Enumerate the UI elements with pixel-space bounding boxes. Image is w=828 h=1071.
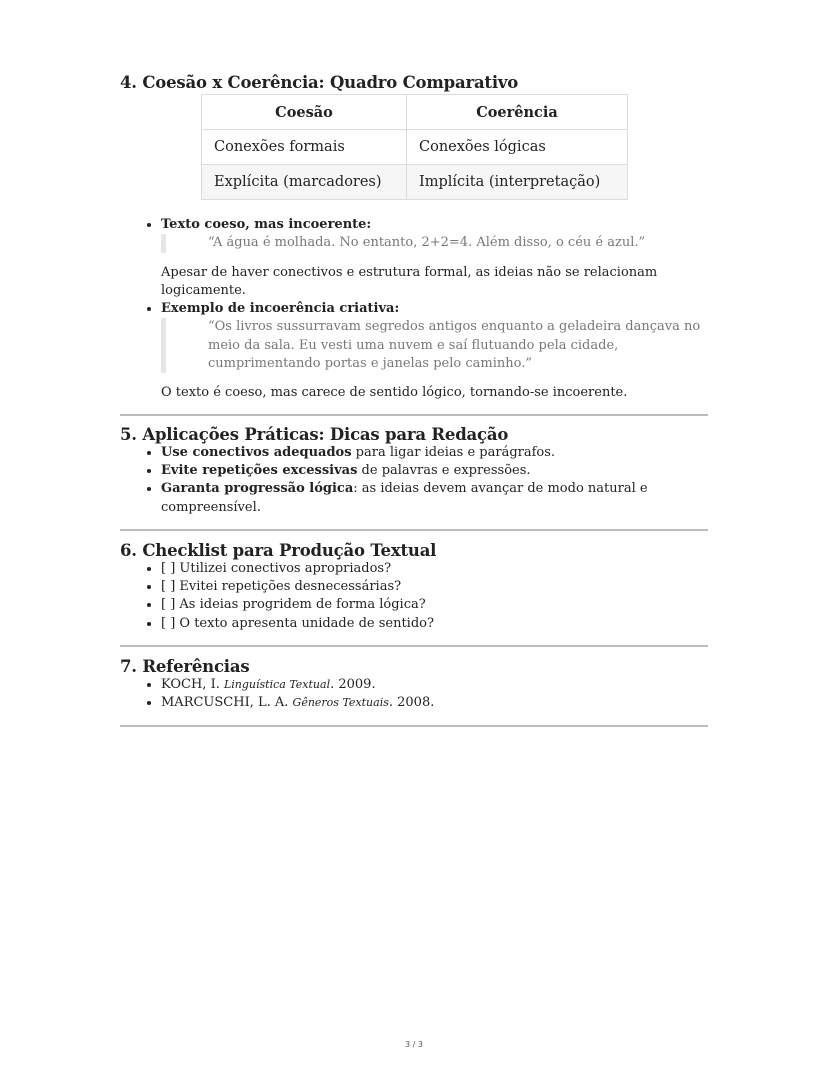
example-label: Exemplo de incoerência criativa: — [161, 301, 400, 317]
divider — [120, 725, 708, 727]
table-row — [202, 130, 628, 165]
tip-bold: Evite repetições excessivas — [161, 462, 358, 478]
table-cell: Conexões formais — [202, 130, 407, 165]
section-4 — [120, 73, 708, 416]
section-7-title: 7. Referências — [120, 657, 250, 677]
section-6-title: 6. Checklist para Produção Textual — [120, 540, 437, 560]
list-item — [161, 300, 708, 402]
example-label: Texto coeso, mas incoerente: — [161, 217, 372, 232]
list-item — [161, 480, 708, 517]
section-6 — [120, 541, 708, 647]
document-page — [120, 70, 708, 727]
tip-bold: Use conectivos adequados — [161, 444, 352, 460]
blockquote: “A água é molhada. No entanto, 2+2=4. Além disso, o céu é azul.” — [161, 234, 708, 252]
reference-year: . 2008. — [388, 695, 435, 711]
tips-list — [120, 444, 708, 517]
table-row — [202, 165, 628, 200]
comparison-table — [201, 94, 628, 200]
page-number: 3 / 3 — [405, 1040, 423, 1049]
reference-title: Gêneros Textuais — [292, 696, 389, 710]
tip-bold: Garanta progressão lógica — [161, 481, 354, 497]
table-cell: Conexões lógicas — [407, 130, 628, 165]
checklist-item: • [ ] As ideias progridem de forma lógica? — [161, 596, 708, 614]
table-header-coesao: Coesão — [202, 95, 407, 130]
section-5 — [120, 425, 708, 531]
references-list — [120, 676, 708, 713]
reference-item — [161, 694, 708, 712]
section-5-title: 5. Aplicações Práticas: Dicas para Redação — [120, 424, 509, 444]
reference-year: . 2009. — [330, 677, 376, 693]
reference-author: MARCUSCHI, L. A. — [161, 695, 293, 711]
section-7 — [120, 657, 708, 727]
checklist-item: • [ ] Evitei repetições desnecessárias? — [161, 578, 708, 596]
reference-item — [161, 676, 708, 694]
checklist — [120, 560, 708, 633]
reference-author: KOCH, I. — [161, 677, 224, 693]
list-item — [161, 444, 708, 462]
checklist-item: • [ ] O texto apresenta unidade de sentido? — [161, 615, 708, 633]
divider — [120, 645, 708, 647]
example-note: O texto é coeso, mas carece de sentido lógico, tornando-se incoerente. — [161, 385, 628, 401]
checklist-item: • [ ] Utilizei conectivos apropriados? — [161, 560, 708, 578]
list-item — [161, 216, 708, 300]
divider — [120, 414, 708, 416]
divider — [120, 529, 708, 531]
table-cell: Explícita (marcadores) — [202, 165, 407, 200]
tip-text: de palavras e expressões. — [357, 462, 531, 478]
example-note: Apesar de haver conectivos e estrutura formal, as ideias não se relacionam logicamente. — [161, 264, 658, 298]
examples-list — [120, 216, 708, 403]
table-cell: Implícita (interpretação) — [407, 165, 628, 200]
section-4-title: 4. Coesão x Coerência: Quadro Comparativo — [120, 73, 519, 92]
reference-title: Linguística Textual — [223, 678, 331, 692]
tip-text: : as ideias devem avançar de modo natural e compreensível. — [161, 481, 648, 515]
list-item — [161, 462, 708, 480]
tip-text: para ligar ideias e parágrafos. — [351, 444, 556, 460]
blockquote: “Os livros sussurravam segredos antigos enquanto a geladeira dançava no meio da sala. Eu vesti uma nuvem e saí flutuando pela cidade, cumprimentando portas e janelas pelo caminho.” — [161, 318, 708, 373]
table-header-coerencia: Coerência — [407, 95, 628, 130]
